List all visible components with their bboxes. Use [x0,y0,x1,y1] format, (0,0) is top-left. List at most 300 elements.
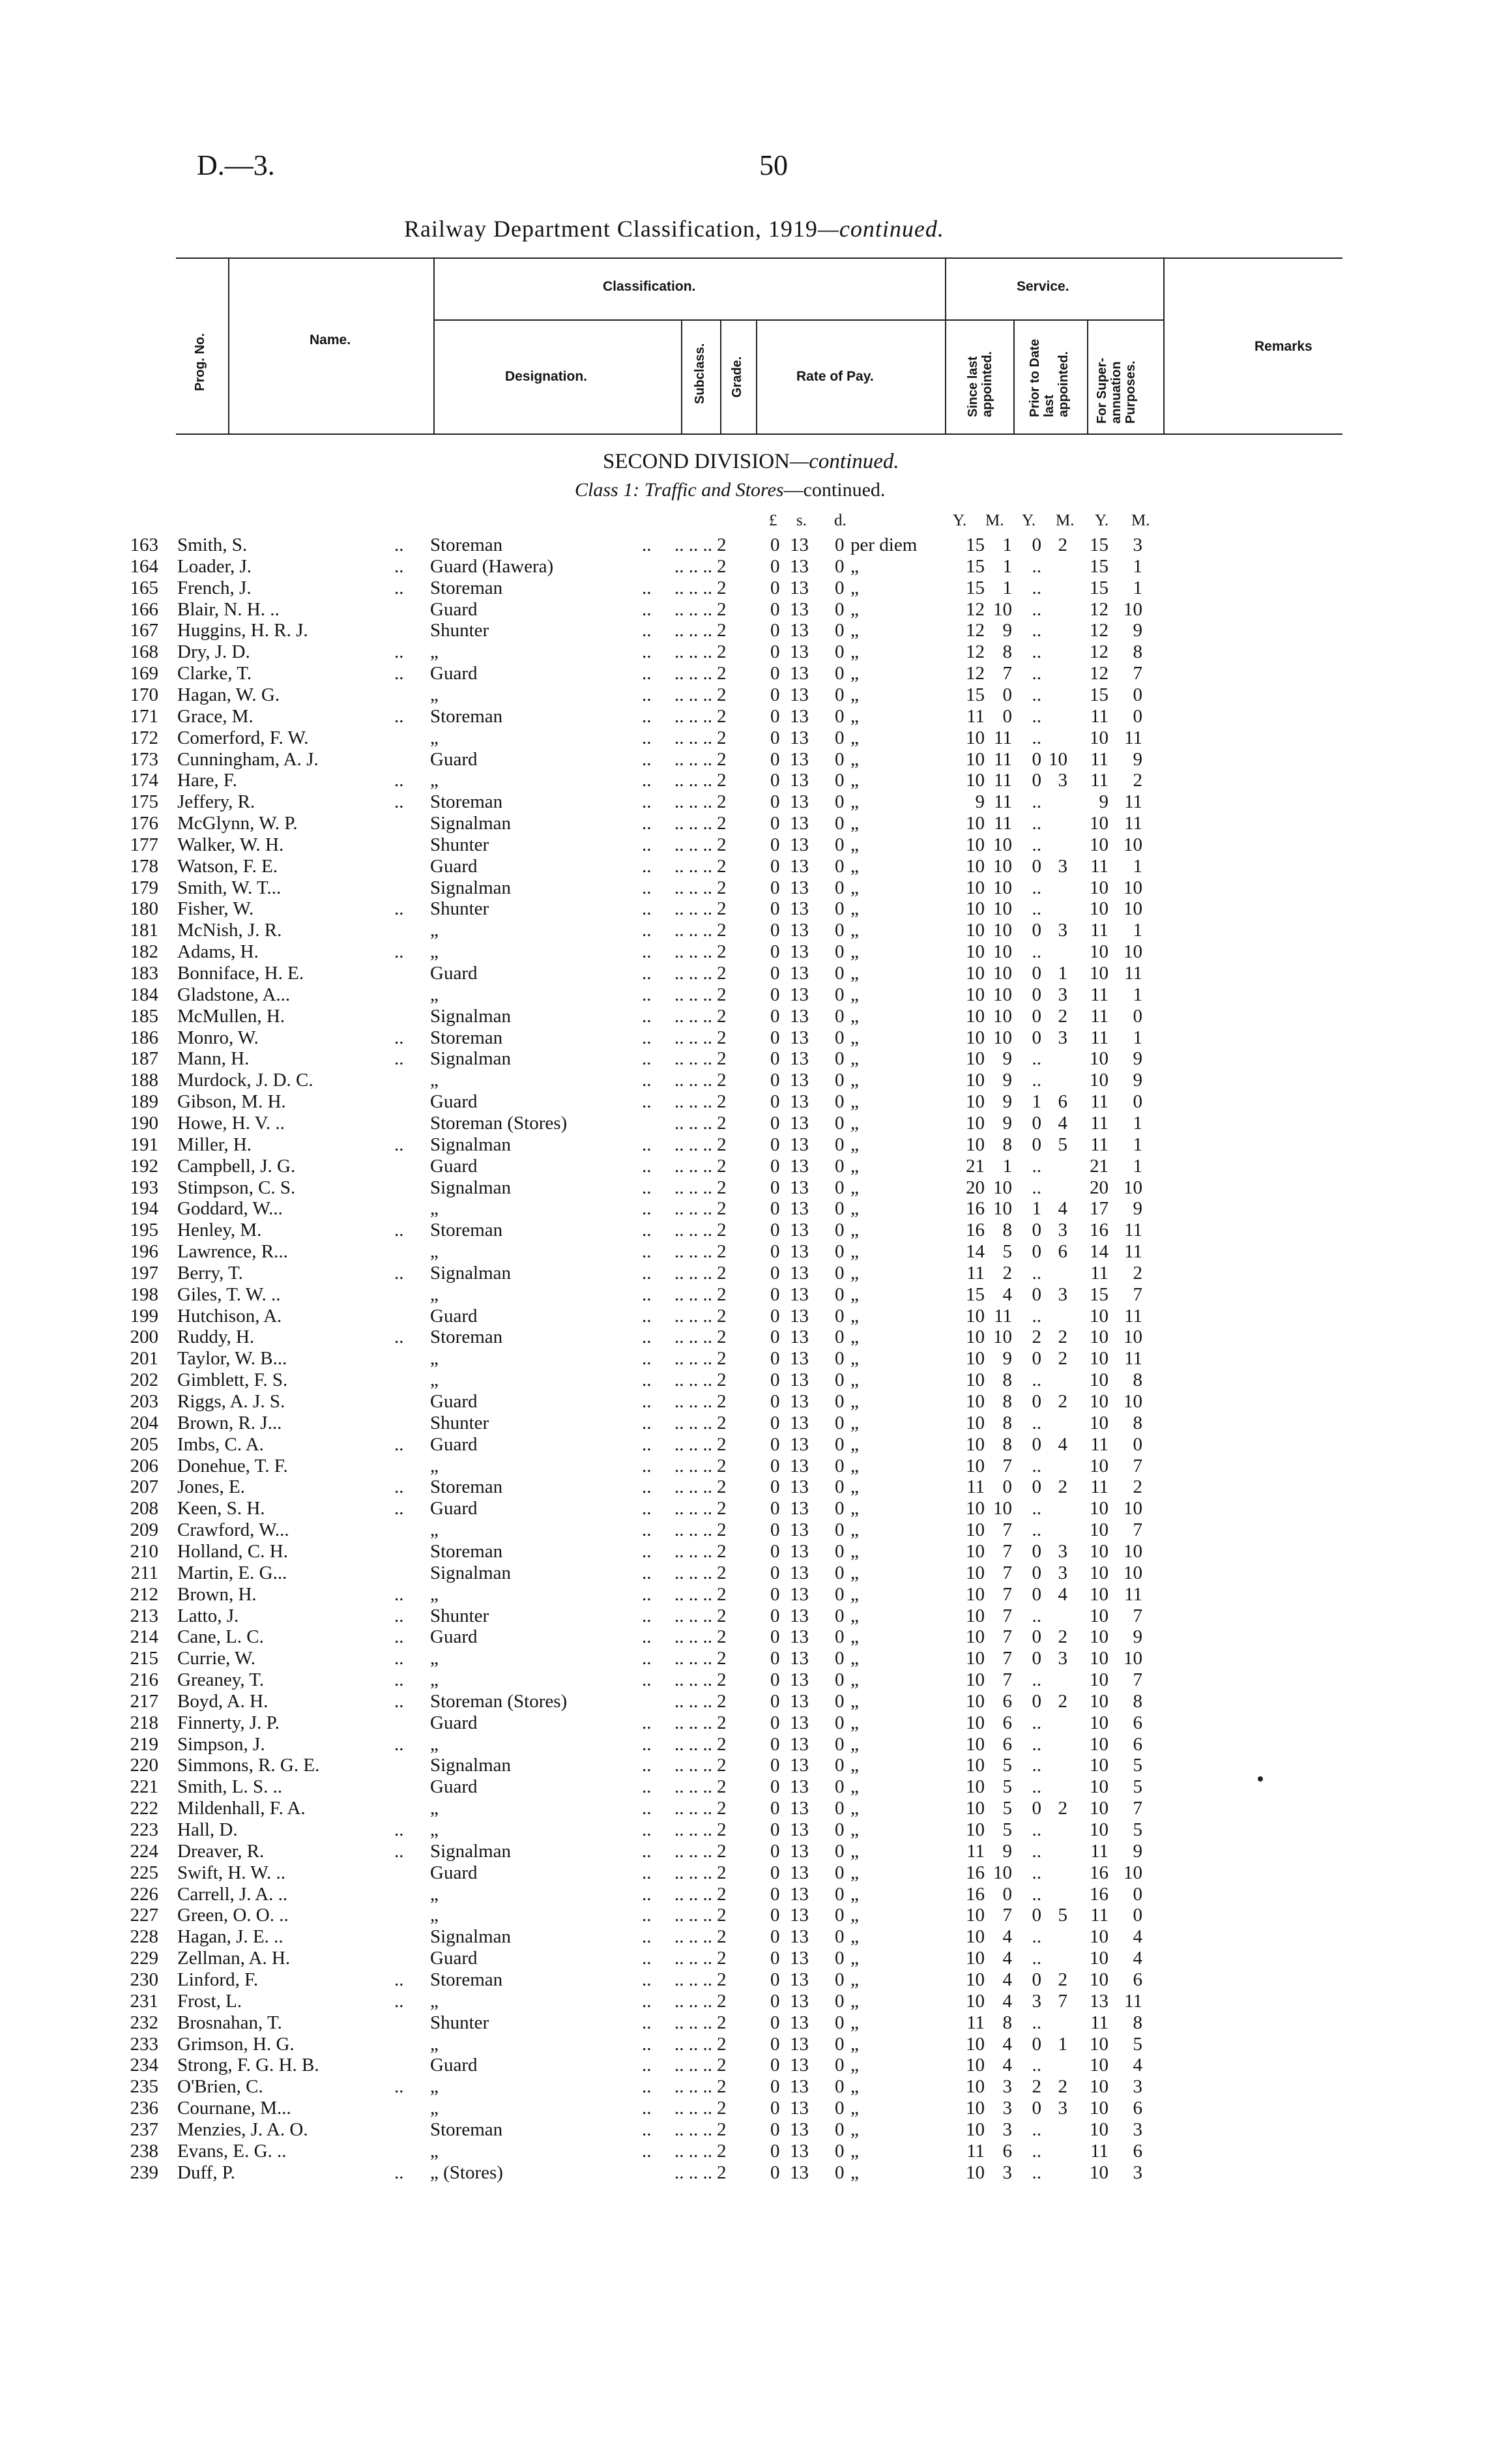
since-years: 10 [966,1583,985,1605]
prog-no: 180 [130,898,158,920]
class-continued: —continued. [783,479,886,501]
pay-shillings: 13 [790,1626,809,1648]
super-months: 10 [1123,1327,1142,1348]
pay-period: „ [850,1819,859,1840]
pay-shillings: 13 [790,1605,809,1626]
pay-pence: 0 [835,1755,845,1776]
table-row [0,1198,1493,1219]
super-months: 1 [1133,555,1142,577]
since-months: 10 [993,855,1012,877]
leader-dots: .. [642,663,652,684]
super-months: 1 [1133,1134,1142,1155]
staff-name: Cournane, M... [177,2098,291,2119]
since-years: 10 [966,834,985,855]
since-months: 10 [993,941,1012,963]
leader-dots-grade: .. .. .. [674,1091,712,1113]
pay-pounds: 0 [770,898,780,920]
since-years: 10 [966,984,985,1005]
designation: Guard [430,1305,478,1327]
since-months: 8 [1002,1220,1012,1241]
leader-dots: .. [642,1498,652,1519]
prior-years: .. [1032,577,1041,598]
subclass: 2 [717,1455,727,1476]
since-months: 5 [1002,1755,1012,1776]
prior-years: .. [1032,1605,1041,1626]
super-months: 7 [1133,1798,1142,1819]
since-months: 9 [1002,1840,1012,1862]
table-row [0,1391,1493,1412]
leader-dots: .. [642,705,652,727]
pay-pounds: 0 [770,1005,780,1027]
leader-dots: .. [394,1262,404,1283]
prog-no: 208 [130,1498,158,1519]
pay-pounds: 0 [770,748,780,770]
pay-pounds: 0 [770,577,780,598]
leader-dots: .. [642,2033,652,2055]
since-months: 4 [1002,1969,1012,1990]
prog-no: 201 [130,1348,158,1370]
staff-name: Zellman, A. H. [177,1948,291,1969]
staff-name: Riggs, A. J. S. [177,1391,285,1412]
pay-period: „ [850,1990,859,2012]
table-row [0,813,1493,834]
since-months: 7 [1002,1562,1012,1583]
pay-period: „ [850,705,859,727]
header-subclass: Subclass. [693,343,707,404]
subclass: 2 [717,1905,727,1926]
table-row [0,1541,1493,1562]
leader-dots: .. [394,1220,404,1241]
prog-no: 207 [130,1476,158,1498]
leader-dots: .. [394,898,404,920]
staff-name: Smith, L. S. .. [177,1776,283,1798]
designation: „ [430,2098,439,2119]
designation: Signalman [430,1005,512,1027]
pay-pounds: 0 [770,1562,780,1583]
staff-name: McMullen, H. [177,1005,285,1027]
table-row [0,1926,1493,1947]
header-grade: Grade. [730,356,744,398]
leader-dots: .. [394,1819,404,1840]
staff-name: Stimpson, C. S. [177,1177,296,1198]
pay-pence: 0 [835,813,845,834]
pay-pence: 0 [835,1412,845,1433]
staff-name: Goddard, W... [177,1198,283,1220]
super-years: 10 [1090,1540,1109,1562]
table-row [0,749,1493,770]
since-years: 10 [966,963,985,984]
prior-years: .. [1032,813,1041,834]
pay-shillings: 13 [790,1134,809,1155]
pay-pence: 0 [835,1048,845,1070]
prior-months: 3 [1058,770,1067,791]
designation: „ [430,2140,439,2162]
pay-shillings: 13 [790,1840,809,1862]
leader-dots-grade: .. .. .. [674,620,712,641]
subclass: 2 [717,1391,727,1412]
super-months: 6 [1133,2140,1142,2162]
pay-shillings: 13 [790,1733,809,1755]
subclass: 2 [717,963,727,984]
subclass: 2 [717,1840,727,1862]
leader-dots: .. [642,1048,652,1070]
pay-shillings: 13 [790,1305,809,1327]
pay-pounds: 0 [770,984,780,1005]
pay-period: „ [850,898,859,920]
subclass: 2 [717,1177,727,1198]
prior-years: .. [1032,727,1041,748]
subclass: 2 [717,2119,727,2140]
pay-pence: 0 [835,705,845,727]
pay-shillings: 13 [790,1391,809,1412]
super-years: 10 [1090,1455,1109,1476]
prior-months: 2 [1058,535,1067,555]
header-divider-subclass [681,319,682,433]
since-years: 10 [966,1948,985,1969]
since-years: 10 [966,1905,985,1926]
super-months: 3 [1133,2162,1142,2183]
pay-period: „ [850,598,859,620]
prior-years: 0 [1032,748,1041,770]
super-years: 21 [1090,1155,1109,1177]
designation: Signalman [430,1048,512,1070]
leader-dots: .. [642,1948,652,1969]
since-years: 16 [966,1883,985,1905]
pay-pounds: 0 [770,2076,780,2098]
leader-dots-grade: .. .. .. [674,1048,712,1070]
since-years: 10 [966,1712,985,1733]
subclass: 2 [717,898,727,920]
designation: „ [430,941,439,963]
designation: Storeman [430,1476,503,1498]
pay-shillings: 13 [790,2012,809,2033]
table-row [0,2034,1493,2055]
table-row [0,556,1493,577]
super-years: 10 [1090,1562,1109,1583]
super-months: 10 [1123,1540,1142,1562]
super-months: 11 [1124,791,1142,813]
designation: „ [430,1370,439,1391]
prog-no: 167 [130,620,158,641]
prog-no: 210 [130,1540,158,1562]
pay-pounds: 0 [770,1134,780,1155]
designation: Storeman [430,791,503,813]
super-years: 11 [1090,1005,1109,1027]
super-months: 7 [1133,1519,1142,1541]
leader-dots-grade: .. .. .. [674,1241,712,1263]
leader-dots: .. [394,1048,404,1070]
prog-no: 181 [130,920,158,941]
pay-shillings: 13 [790,1926,809,1948]
prior-years: .. [1032,1776,1041,1798]
leader-dots-grade: .. .. .. [674,705,712,727]
table-row [0,1348,1493,1369]
prior-months: 2 [1058,1690,1067,1712]
super-months: 11 [1124,1241,1142,1263]
pay-pounds: 0 [770,834,780,855]
pay-pence: 0 [835,1562,845,1583]
super-years: 11 [1090,2012,1109,2033]
leader-dots: .. [642,877,652,898]
staff-name: Swift, H. W. .. [177,1862,285,1883]
since-years: 10 [966,2119,985,2140]
leader-dots-grade: .. .. .. [674,1562,712,1583]
since-months: 8 [1002,1134,1012,1155]
since-months: 4 [1002,2055,1012,2076]
leader-dots: .. [642,1562,652,1583]
super-years: 11 [1090,1091,1109,1113]
pay-pence: 0 [835,577,845,598]
pay-pounds: 0 [770,1669,780,1691]
staff-name: Mann, H. [177,1048,250,1070]
prior-years: 0 [1032,1540,1041,1562]
pay-period: „ [850,2140,859,2162]
designation: Signalman [430,1840,512,1862]
since-years: 9 [975,791,985,813]
table-row [0,1006,1493,1027]
unit-months-super: M. [1131,512,1150,529]
designation: Storeman [430,1327,503,1348]
prior-years: 0 [1032,1348,1041,1370]
since-years: 12 [966,620,985,641]
super-years: 10 [1090,1648,1109,1669]
super-years: 10 [1090,1819,1109,1840]
leader-dots-grade: .. .. .. [674,535,712,555]
leader-dots-grade: .. .. .. [674,1155,712,1177]
pay-pence: 0 [835,1990,845,2012]
prior-years: 0 [1032,1648,1041,1669]
leader-dots: .. [642,1776,652,1798]
super-months: 10 [1123,598,1142,620]
staff-name: Hutchison, A. [177,1305,282,1327]
prog-no: 191 [130,1134,158,1155]
super-months: 3 [1133,2076,1142,2098]
designation: Storeman [430,577,503,598]
unit-months-prior: M. [1056,512,1075,529]
leader-dots: .. [642,1648,652,1669]
super-months: 5 [1133,1776,1142,1798]
since-years: 10 [966,877,985,898]
leader-dots-grade: .. .. .. [674,1690,712,1712]
prog-no: 169 [130,663,158,684]
leader-dots-grade: .. .. .. [674,1883,712,1905]
table-row [0,1220,1493,1240]
designation: „ (Stores) [430,2162,503,2183]
since-months: 7 [1002,1905,1012,1926]
subclass: 2 [717,1862,727,1883]
pay-period: „ [850,1005,859,1027]
pay-shillings: 13 [790,1540,809,1562]
staff-name: Henley, M. [177,1220,262,1241]
designation: Guard [430,1712,478,1733]
super-months: 8 [1133,641,1142,663]
subclass: 2 [717,1005,727,1027]
header-name: Name. [310,332,351,347]
prior-months: 4 [1058,1433,1067,1455]
subclass: 2 [717,1476,727,1498]
subclass: 2 [717,1070,727,1091]
super-months: 6 [1133,1712,1142,1733]
since-years: 10 [966,1605,985,1626]
since-months: 11 [994,770,1012,791]
pay-shillings: 13 [790,1498,809,1519]
since-months: 11 [994,813,1012,834]
designation: „ [430,920,439,941]
super-months: 10 [1123,1498,1142,1519]
super-months: 8 [1133,1412,1142,1433]
super-months: 9 [1133,1048,1142,1070]
table-row [0,984,1493,1005]
staff-name: Miller, H. [177,1134,252,1155]
super-years: 15 [1090,577,1109,598]
pay-period: „ [850,1370,859,1391]
designation: „ [430,1283,439,1305]
table-row [0,1519,1493,1540]
super-months: 1 [1133,920,1142,941]
leader-dots: .. [642,791,652,813]
pay-pounds: 0 [770,1969,780,1990]
super-months: 0 [1133,684,1142,705]
pay-period: „ [850,984,859,1005]
pay-shillings: 13 [790,1798,809,1819]
since-years: 21 [966,1155,985,1177]
pay-period: „ [850,1305,859,1327]
subclass: 2 [717,1883,727,1905]
pay-pounds: 0 [770,1883,780,1905]
pay-pence: 0 [835,535,845,555]
pay-pence: 0 [835,1883,845,1905]
prog-no: 227 [130,1905,158,1926]
designation: Guard [430,2055,478,2076]
super-years: 10 [1090,2055,1109,2076]
prior-years: 0 [1032,963,1041,984]
prior-years: 0 [1032,984,1041,1005]
designation: Signalman [430,813,512,834]
pay-period: „ [850,2033,859,2055]
prog-no: 226 [130,1883,158,1905]
subclass: 2 [717,791,727,813]
header-prior-to-date [1028,326,1071,417]
subclass: 2 [717,1134,727,1155]
since-years: 10 [966,1370,985,1391]
super-years: 11 [1090,920,1109,941]
table-row [0,1969,1493,1990]
subclass: 2 [717,1327,727,1348]
leader-dots: .. [642,1990,652,2012]
pay-period: „ [850,748,859,770]
table-row [0,856,1493,877]
pay-pence: 0 [835,1605,845,1626]
leader-dots-grade: .. .. .. [674,813,712,834]
pay-shillings: 13 [790,1519,809,1541]
staff-name: Frost, L. [177,1990,242,2012]
prog-no: 185 [130,1005,158,1027]
designation: „ [430,1648,439,1669]
pay-pence: 0 [835,1669,845,1691]
pay-period: „ [850,577,859,598]
subclass: 2 [717,2033,727,2055]
pay-pence: 0 [835,1905,845,1926]
since-years: 15 [966,577,985,598]
leader-dots: .. [642,1905,652,1926]
unit-years-since: Y. [953,512,967,529]
leader-dots: .. [642,535,652,555]
super-years: 16 [1090,1220,1109,1241]
document-reference: D.—3. [197,149,275,181]
staff-name: Duff, P. [177,2162,235,2183]
since-years: 11 [966,1262,985,1283]
designation: Signalman [430,1134,512,1155]
since-years: 15 [966,535,985,555]
prior-years: .. [1032,1455,1041,1476]
pay-period: „ [850,1177,859,1198]
prior-months: 3 [1058,1648,1067,1669]
staff-name: Dry, J. D. [177,641,250,663]
designation: Guard [430,663,478,684]
leader-dots-grade: .. .. .. [674,1348,712,1370]
leader-dots: .. [642,984,652,1005]
leader-dots: .. [394,791,404,813]
prior-years: 0 [1032,1241,1041,1263]
designation: Storeman [430,1220,503,1241]
header-remarks: Remarks [1254,339,1312,354]
since-months: 1 [1002,1155,1012,1177]
since-years: 10 [966,748,985,770]
pay-pence: 0 [835,1177,845,1198]
leader-dots-grade: .. .. .. [674,1412,712,1433]
leader-dots-grade: .. .. .. [674,2119,712,2140]
leader-dots-grade: .. .. .. [674,877,712,898]
since-months: 3 [1002,2162,1012,2183]
super-years: 12 [1090,620,1109,641]
super-years: 10 [1090,1605,1109,1626]
designation: „ [430,770,439,791]
running-title-text: Railway Department Classification, 1919 [404,216,818,242]
staff-name: French, J. [177,577,252,598]
prog-no: 193 [130,1177,158,1198]
leader-dots: .. [642,1305,652,1327]
since-months: 11 [994,1305,1012,1327]
pay-pounds: 0 [770,2098,780,2119]
super-months: 10 [1123,1862,1142,1883]
leader-dots: .. [394,2162,404,2183]
since-years: 20 [966,1177,985,1198]
pay-shillings: 13 [790,684,809,705]
prior-years: .. [1032,555,1041,577]
since-years: 10 [966,855,985,877]
leader-dots: .. [642,2055,652,2076]
pay-pence: 0 [835,920,845,941]
since-years: 10 [966,1091,985,1113]
staff-name: Campbell, J. G. [177,1155,296,1177]
leader-dots: .. [394,1690,404,1712]
since-years: 10 [966,1412,985,1433]
designation: Guard [430,1776,478,1798]
prog-no: 211 [130,1562,158,1583]
pay-shillings: 13 [790,2098,809,2119]
pay-pence: 0 [835,791,845,813]
leader-dots-grade: .. .. .. [674,1540,712,1562]
designation: „ [430,1798,439,1819]
since-last-text: Since last appointed. [966,351,994,417]
prior-months: 10 [1049,748,1067,770]
designation: Guard [430,1948,478,1969]
leader-dots: .. [642,1412,652,1433]
table-row [0,1798,1493,1819]
super-years: 10 [1090,898,1109,920]
since-months: 11 [994,748,1012,770]
leader-dots-grade: .. .. .. [674,2098,712,2119]
